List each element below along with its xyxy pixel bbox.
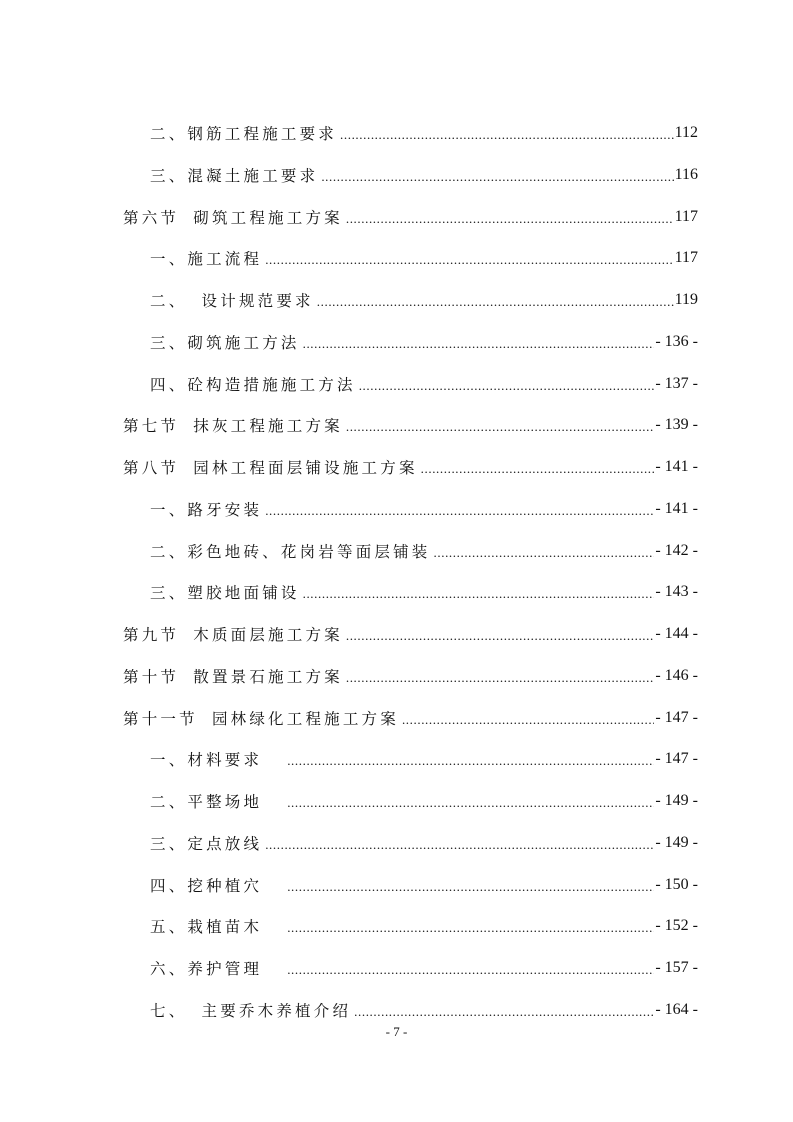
toc-entry-page: - 149 - <box>655 833 698 851</box>
toc-section-entry[interactable] <box>123 404 698 446</box>
toc-entry-title: 第八节 园林工程面层铺设施工方案 <box>123 460 418 477</box>
toc-section-entry[interactable] <box>123 655 698 697</box>
toc-entry-page: - 164 - <box>655 1000 698 1018</box>
toc-subsection-entry[interactable] <box>150 112 698 154</box>
toc-subsection-entry[interactable] <box>150 279 698 321</box>
toc-entry-page: - 136 - <box>655 332 698 350</box>
toc-entry-page: - 157 - <box>655 959 698 976</box>
toc-entry-page: 116 <box>674 165 698 183</box>
toc-entry-page: - 150 - <box>655 875 698 893</box>
dot-leader <box>354 1004 654 1020</box>
toc-entry-page: - 152 - <box>655 917 698 935</box>
toc-entry-title: 三、砌筑施工方法 <box>150 334 300 352</box>
toc-entry-title: 三、定点放线 <box>150 835 263 853</box>
dot-leader <box>421 461 655 477</box>
toc-entry-title: 七、 主要乔木养植介绍 <box>150 1002 352 1020</box>
toc-section-entry[interactable] <box>123 697 698 739</box>
toc-entry-title: 一、施工流程 <box>150 251 263 269</box>
toc-entry-page: 119 <box>674 291 698 308</box>
toc-subsection-entry[interactable] <box>150 905 698 947</box>
toc-entry-page: - 147 - <box>655 708 698 726</box>
toc-subsection-entry[interactable] <box>150 947 698 989</box>
dot-leader <box>402 712 654 728</box>
toc-entry-title: 六、养护管理 <box>150 961 263 978</box>
toc-subsection-entry[interactable] <box>150 154 698 196</box>
dot-leader <box>340 127 674 143</box>
dot-leader <box>346 419 654 435</box>
toc-entry-title: 一、材料要求 <box>150 752 263 770</box>
toc-section-entry[interactable] <box>123 196 698 238</box>
toc-entry-page: - 147 - <box>655 750 698 768</box>
dot-leader <box>303 336 655 352</box>
toc-subsection-entry[interactable] <box>150 780 698 822</box>
toc-entry-page: 112 <box>674 124 698 141</box>
dot-leader <box>359 378 655 394</box>
dot-leader <box>287 753 654 769</box>
toc-entry-page: - 141 - <box>655 499 698 517</box>
dot-leader <box>287 962 654 978</box>
toc-subsection-entry[interactable] <box>150 321 698 363</box>
toc-subsection-entry[interactable] <box>150 530 698 572</box>
toc-section-entry[interactable] <box>123 613 698 655</box>
toc-entry-title: 五、栽植苗木 <box>150 919 263 937</box>
dot-leader <box>321 169 673 185</box>
dot-leader <box>346 628 654 644</box>
toc-subsection-entry[interactable] <box>150 571 698 613</box>
toc-entry-page: - 139 - <box>655 416 698 434</box>
toc-entry-page: - 146 - <box>655 666 698 684</box>
toc-entry-page: 117 <box>674 207 698 225</box>
dot-leader <box>265 252 673 268</box>
toc-subsection-entry[interactable] <box>150 864 698 906</box>
toc-entry-title: 四、挖种植穴 <box>150 877 263 895</box>
toc-entry-page: - 149 - <box>655 792 698 809</box>
dot-leader <box>317 294 674 310</box>
dot-leader <box>303 586 655 602</box>
dot-leader <box>287 920 654 936</box>
toc-entry-title: 三、混凝土施工要求 <box>150 167 319 185</box>
toc-entry-title: 二、平整场地 <box>150 794 263 811</box>
toc-entry-title: 三、塑胶地面铺设 <box>150 585 300 603</box>
toc-subsection-entry[interactable] <box>150 488 698 530</box>
dot-leader <box>346 670 654 686</box>
dot-leader <box>287 879 654 895</box>
toc-entry-title: 四、砼构造措施施工方法 <box>150 376 356 394</box>
dot-leader <box>434 545 655 561</box>
toc-entry-title: 二、彩色地砖、花岗岩等面层铺装 <box>150 543 431 561</box>
toc-subsection-entry[interactable] <box>150 738 698 780</box>
toc-entry-title: 第十节 散置景石施工方案 <box>123 668 343 686</box>
toc-entry-title: 第六节 砌筑工程施工方案 <box>123 209 343 227</box>
toc-entry-page: - 141 - <box>655 458 698 475</box>
toc-entry-title: 第七节 抹灰工程施工方案 <box>123 418 343 436</box>
toc-entry-title: 二、 设计规范要求 <box>150 293 314 310</box>
dot-leader <box>287 795 654 811</box>
toc-subsection-entry[interactable] <box>150 237 698 279</box>
toc-entry-page: - 144 - <box>655 625 698 642</box>
toc-entry-page: 117 <box>674 249 698 267</box>
dot-leader <box>265 503 654 519</box>
dot-leader <box>265 837 654 853</box>
toc-entry-page: - 137 - <box>655 374 698 392</box>
page-number: - 7 - <box>385 1024 408 1039</box>
toc-entry-title: 第十一节 园林绿化工程施工方案 <box>123 710 399 728</box>
toc-entry-title: 二、钢筋工程施工要求 <box>150 126 338 143</box>
dot-leader <box>346 211 674 227</box>
toc-subsection-entry[interactable] <box>150 363 698 405</box>
toc-entry-page: - 143 - <box>655 583 698 601</box>
toc-entry-title: 一、路牙安装 <box>150 501 263 519</box>
toc-entry-page: - 142 - <box>655 541 698 559</box>
toc-section-entry[interactable] <box>123 446 698 488</box>
toc-subsection-entry[interactable] <box>150 822 698 864</box>
toc-entry-title: 第九节 木质面层施工方案 <box>123 627 343 644</box>
